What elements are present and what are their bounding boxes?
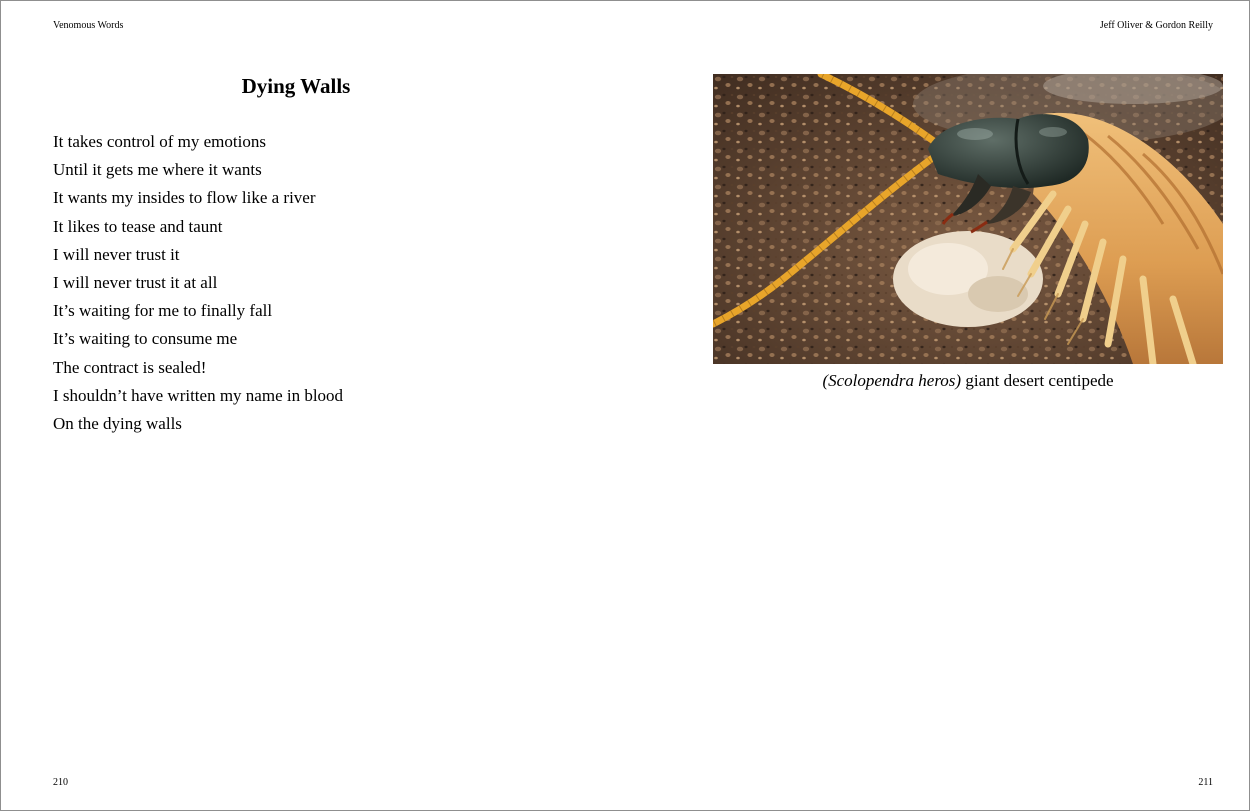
poem-line: It’s waiting to consume me xyxy=(53,329,238,349)
right-page xyxy=(625,0,1250,811)
poem-line: I shouldn’t have written my name in blood xyxy=(53,385,344,405)
caption-species: (Scolopendra heros) xyxy=(822,371,962,390)
poem-line: It takes control of my emotions xyxy=(53,132,266,151)
page-number-left: 210 xyxy=(53,777,68,788)
centipede-illustration xyxy=(713,74,1223,364)
running-head-right: Jeff Oliver & Gordon Reilly xyxy=(1099,20,1213,31)
poem-line: It wants my insides to flow like a river xyxy=(53,188,316,208)
caption-common-name: giant desert centipede xyxy=(961,371,1114,390)
figure-caption xyxy=(713,371,1223,391)
poem-line: The contract is sealed! xyxy=(53,357,207,377)
page-number-right: 211 xyxy=(1198,777,1213,788)
poem-line: On the dying walls xyxy=(53,414,182,434)
poem-line: Until it gets me where it wants xyxy=(53,160,262,180)
poem-line: I will never trust it xyxy=(53,244,180,264)
running-head-left: Venomous Words xyxy=(53,20,124,31)
poem-line: I will never trust it at all xyxy=(53,273,218,293)
centipede-photo xyxy=(713,74,1223,364)
poem-title: Dying Walls xyxy=(241,74,351,98)
poem-line: It likes to tease and taunt xyxy=(53,216,223,236)
poem-body xyxy=(53,128,343,438)
poem-line: It’s waiting for me to finally fall xyxy=(53,301,273,321)
